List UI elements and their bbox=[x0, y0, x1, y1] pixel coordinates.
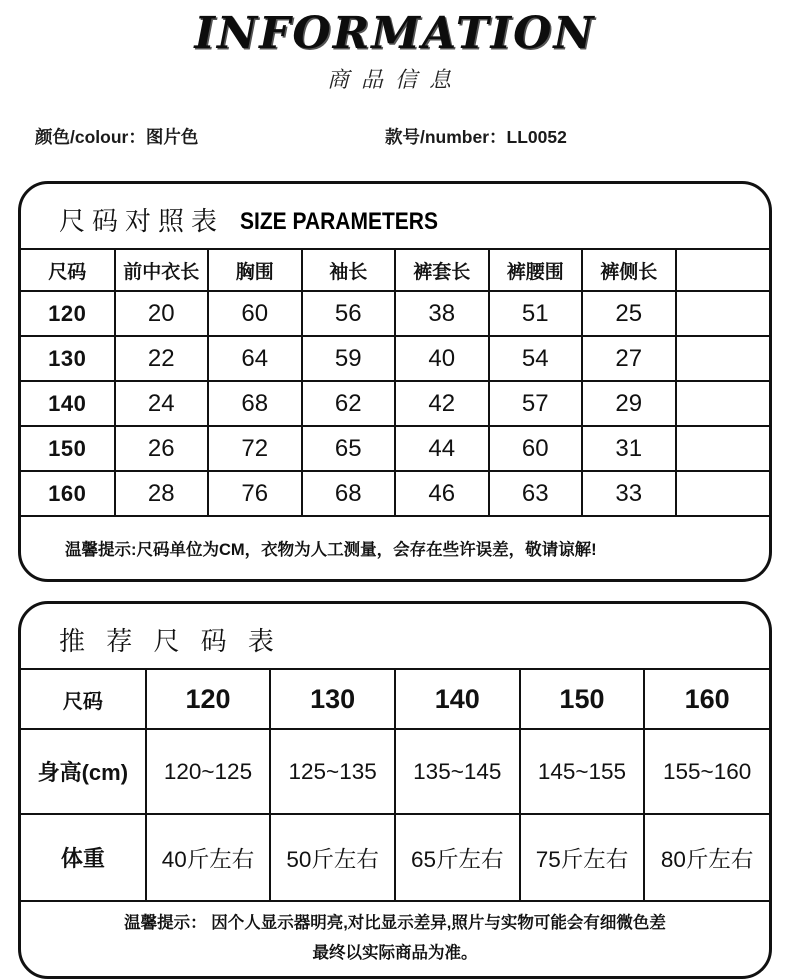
value-cell: 25 bbox=[582, 291, 676, 336]
value-cell: 38 bbox=[395, 291, 489, 336]
value-cell: 155~160 bbox=[644, 729, 769, 814]
page-subtitle: 商品信息 bbox=[326, 67, 463, 92]
color-label: 颜色/colour： bbox=[35, 127, 146, 147]
value-cell: 22 bbox=[115, 336, 209, 381]
value-cell: 75斤左右 bbox=[520, 814, 645, 901]
page-title: INFORMATION bbox=[194, 8, 596, 59]
value-cell: 68 bbox=[208, 381, 302, 426]
value-cell: 20 bbox=[115, 291, 209, 336]
size-cell: 130 bbox=[21, 336, 115, 381]
size-parameters-table bbox=[21, 248, 769, 579]
header-cell: 尺码 bbox=[21, 669, 146, 729]
value-cell: 28 bbox=[115, 471, 209, 516]
value-cell: 59 bbox=[302, 336, 396, 381]
value-cell: 65 bbox=[302, 426, 396, 471]
header-cell: 前中衣长 bbox=[115, 249, 209, 291]
value-cell: 42 bbox=[395, 381, 489, 426]
value-cell: 60 bbox=[208, 291, 302, 336]
table-row bbox=[21, 381, 769, 426]
header-cell: 尺码 bbox=[21, 249, 115, 291]
empty-cell bbox=[676, 291, 770, 336]
value-cell: 56 bbox=[302, 291, 396, 336]
header-cell: 袖长 bbox=[302, 249, 396, 291]
color-field bbox=[35, 124, 198, 149]
size-parameters-title-en: SIZE PARAMETERS bbox=[240, 208, 438, 235]
recommend-size-table bbox=[21, 668, 769, 976]
value-cell: 33 bbox=[582, 471, 676, 516]
note-line-2: 最终以实际商品为准。 bbox=[312, 944, 478, 962]
header-cell: 160 bbox=[644, 669, 769, 729]
size-cell: 120 bbox=[21, 291, 115, 336]
value-cell: 60 bbox=[489, 426, 583, 471]
size-cell: 160 bbox=[21, 471, 115, 516]
value-cell: 135~145 bbox=[395, 729, 520, 814]
value-cell: 26 bbox=[115, 426, 209, 471]
value-cell: 29 bbox=[582, 381, 676, 426]
size-cell: 150 bbox=[21, 426, 115, 471]
product-meta bbox=[0, 124, 790, 150]
value-cell: 51 bbox=[489, 291, 583, 336]
header-cell: 130 bbox=[270, 669, 395, 729]
size-parameters-panel bbox=[18, 181, 772, 582]
value-cell: 62 bbox=[302, 381, 396, 426]
value-cell: 63 bbox=[489, 471, 583, 516]
table-row bbox=[21, 426, 769, 471]
recommend-table-header-row bbox=[21, 669, 769, 729]
value-cell: 64 bbox=[208, 336, 302, 381]
value-cell: 76 bbox=[208, 471, 302, 516]
table-row bbox=[21, 291, 769, 336]
recommend-size-title-cn: 推 荐 尺 码 表 bbox=[59, 626, 281, 656]
value-cell: 46 bbox=[395, 471, 489, 516]
size-table-note-row bbox=[21, 516, 769, 579]
value-cell: 68 bbox=[302, 471, 396, 516]
table-row bbox=[21, 336, 769, 381]
value-cell: 145~155 bbox=[520, 729, 645, 814]
size-parameters-title-cn: 尺码对照表 bbox=[59, 206, 225, 236]
number-value: LL0052 bbox=[506, 127, 567, 147]
table-row bbox=[21, 814, 769, 901]
size-cell: 140 bbox=[21, 381, 115, 426]
empty-cell bbox=[676, 426, 770, 471]
header-cell: 裤腰围 bbox=[489, 249, 583, 291]
empty-cell bbox=[676, 471, 770, 516]
number-label: 款号/number： bbox=[385, 127, 507, 147]
value-cell: 50斤左右 bbox=[270, 814, 395, 901]
value-cell: 40斤左右 bbox=[146, 814, 271, 901]
header-cell: 裤套长 bbox=[395, 249, 489, 291]
size-table-note: 温馨提示:尺码单位为CM，衣物为人工测量，会存在些许误差，敬请谅解! bbox=[21, 516, 769, 579]
empty-cell bbox=[676, 381, 770, 426]
header-cell: 150 bbox=[520, 669, 645, 729]
value-cell: 24 bbox=[115, 381, 209, 426]
value-cell: 57 bbox=[489, 381, 583, 426]
value-cell: 31 bbox=[582, 426, 676, 471]
row-label-cell: 身高(cm) bbox=[21, 729, 146, 814]
value-cell: 120~125 bbox=[146, 729, 271, 814]
header-cell: 120 bbox=[146, 669, 271, 729]
value-cell: 65斤左右 bbox=[395, 814, 520, 901]
color-value: 图片色 bbox=[145, 127, 199, 147]
value-cell: 27 bbox=[582, 336, 676, 381]
table-row bbox=[21, 729, 769, 814]
value-cell: 40 bbox=[395, 336, 489, 381]
value-cell: 54 bbox=[489, 336, 583, 381]
recommend-size-panel bbox=[18, 601, 772, 979]
size-parameters-title bbox=[21, 184, 769, 248]
row-label-cell: 体重 bbox=[21, 814, 146, 901]
value-cell: 72 bbox=[208, 426, 302, 471]
recommend-table-note-row bbox=[21, 901, 769, 976]
value-cell: 80斤左右 bbox=[644, 814, 769, 901]
header-cell: 140 bbox=[395, 669, 520, 729]
header-cell: 胸围 bbox=[208, 249, 302, 291]
header-cell: 裤侧长 bbox=[582, 249, 676, 291]
value-cell: 125~135 bbox=[270, 729, 395, 814]
note-line-1: 温馨提示： 因个人显示器明亮,对比显示差异,照片与实物可能会有细微色差 bbox=[124, 914, 666, 933]
recommend-size-title bbox=[21, 604, 769, 668]
recommend-table-note bbox=[21, 901, 769, 976]
value-cell: 44 bbox=[395, 426, 489, 471]
empty-cell bbox=[676, 336, 770, 381]
header-cell-empty bbox=[676, 249, 770, 291]
size-table-header-row bbox=[21, 249, 769, 291]
table-row bbox=[21, 471, 769, 516]
number-field bbox=[385, 124, 567, 149]
